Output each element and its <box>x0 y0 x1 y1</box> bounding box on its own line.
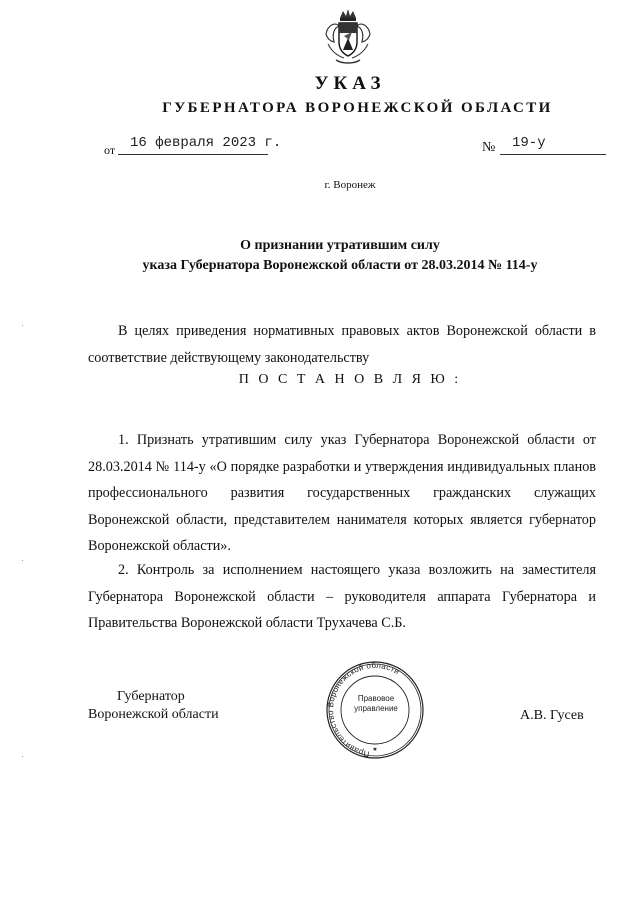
subject-line-2: указа Губернатора Воронежской области от 28.03.2014 № 114-у <box>142 258 538 273</box>
signatory-position-line-1: Губернатор <box>117 689 185 704</box>
city-name: г. Воронеж <box>324 179 376 191</box>
document-date: 16 февраля 2023 г. <box>130 135 282 151</box>
signatory-position <box>88 688 219 724</box>
margin-mark <box>22 560 23 561</box>
decree-word: П О С Т А Н О В Л Я Ю : <box>238 372 462 387</box>
signatory-name: А.В. Гусев <box>520 708 584 723</box>
subject-line-1: О признании утратившим силу <box>240 238 440 253</box>
number-sign: № <box>482 140 496 155</box>
stamp-center-line-1: Правовое <box>357 694 395 703</box>
document-subject <box>0 236 640 276</box>
item-2-paragraph: 2. Контроль за исполнением настоящего указа возложить на заместителя Губернатора Воронежской области – руководителя аппарата Губернатора и Правительства Воронежской области Трухачева С.Б. <box>88 562 596 631</box>
issuer-title: ГУБЕРНАТОРА ВОРОНЕЖСКОЙ ОБЛАСТИ <box>162 100 553 116</box>
margin-mark <box>22 756 23 757</box>
signatory-position-line-2: Воронежской области <box>88 707 219 722</box>
stamp-center-text <box>349 694 403 714</box>
stamp-ring-text: Правительство Воронежской области <box>325 660 402 759</box>
stamp-star-icon: ★ <box>372 747 378 753</box>
date-prefix: от <box>104 143 116 157</box>
document-type-title: УКАЗ <box>314 73 386 94</box>
item-1-paragraph: 1. Признать утратившим силу указ Губернатора Воронежской области от 28.03.2014 № 114-у «О порядке разработки и утверждения индивидуальных планов профессионального развития государственных гражданских служащих Воронежской области, представителем нанимателя которых является губернатор Воронежской области». <box>88 432 596 554</box>
margin-mark <box>22 325 23 326</box>
coat-of-arms-icon <box>322 8 374 66</box>
preamble-paragraph: В целях приведения нормативных правовых актов Воронежской области в соответствие действующему законодательству <box>88 323 596 366</box>
stamp-center-line-2: управление <box>354 704 398 713</box>
document-number: 19-у <box>512 135 546 151</box>
